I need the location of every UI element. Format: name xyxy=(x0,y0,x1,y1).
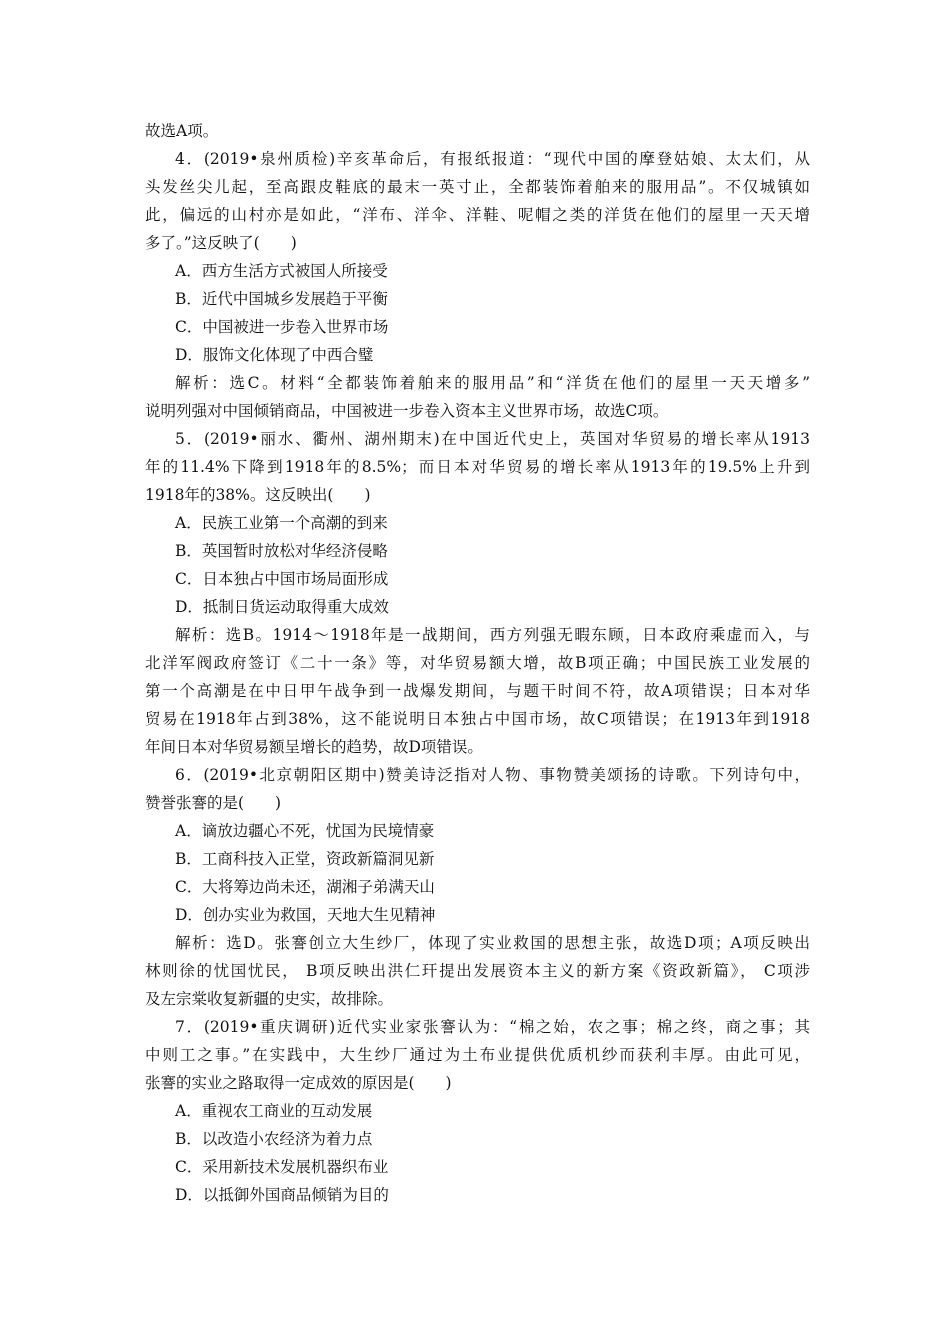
question-5-option-b: B．英国暂时放松对华经济侵略 xyxy=(175,542,388,560)
question-5-stem: 年的11.4%下降到1918年的8.5%；而日本对华贸易的增长率从1913年的19.5%上升到 xyxy=(145,458,810,476)
question-5-analysis: 解析：选B。1914～1918年是一战期间，西方列强无暇东顾，日本政府乘虚而入，与 xyxy=(175,626,810,644)
question-4-option-d: D．服饰文化体现了中西合璧 xyxy=(175,346,374,364)
question-5-option-a: A．民族工业第一个高潮的到来 xyxy=(175,514,388,532)
question-5-option-c: C．日本独占中国市场局面形成 xyxy=(175,570,389,588)
question-4-analysis: 说明列强对中国倾销商品，中国被进一步卷入资本主义世界市场，故选C项。 xyxy=(145,402,669,420)
question-5-stem: 5．(2019•丽水、衢州、湖州期末)在中国近代史上，英国对华贸易的增长率从1913 xyxy=(175,430,810,448)
question-6-option-c: C．大将筹边尚未还，湖湘子弟满天山 xyxy=(175,878,435,896)
question-7-stem: 张謇的实业之路取得一定成效的原因是( ) xyxy=(145,1074,452,1092)
question-7-option-c: C．采用新技术发展机器织布业 xyxy=(175,1158,389,1176)
question-7-option-b: B．以改造小农经济为着力点 xyxy=(175,1130,373,1148)
question-4-stem: 头发丝尖儿起，至高跟皮鞋底的最末一英寸止，全都装饰着舶来的服用品”。不仅城镇如 xyxy=(145,178,810,196)
question-6-stem: 赞誉张謇的是( ) xyxy=(145,794,282,812)
question-5-analysis: 北洋军阀政府签订《二十一条》等，对华贸易额大增，故B项正确；中国民族工业发展的 xyxy=(145,654,810,672)
question-6-analysis: 解析：选D。张謇创立大生纱厂，体现了实业救国的思想主张，故选D项；A项反映出 xyxy=(175,934,810,952)
question-5-analysis: 贸易在1918年占到38%，这不能说明日本独占中国市场，故C项错误；在1913年到1918 xyxy=(145,710,810,728)
question-7-stem: 7．(2019•重庆调研)近代实业家张謇认为：“棉之始，农之事；棉之终，商之事；其 xyxy=(175,1018,810,1036)
question-4-option-c: C．中国被进一步卷入世界市场 xyxy=(175,318,389,336)
question-4-stem: 多了。”这反映了( ) xyxy=(145,234,297,252)
question-4-stem: 4．(2019•泉州质检)辛亥革命后，有报纸报道：“现代中国的摩登姑娘、太太们，从 xyxy=(175,150,810,168)
question-6-stem: 6．(2019•北京朝阳区期中)赞美诗泛指对人物、事物赞美颂扬的诗歌。下列诗句中， xyxy=(175,766,810,784)
question-5-option-d: D．抵制日货运动取得重大成效 xyxy=(175,598,389,616)
question-5-analysis: 年间日本对华贸易额呈增长的趋势，故D项错误。 xyxy=(145,738,483,756)
question-7-option-a: A．重视农工商业的互动发展 xyxy=(175,1102,373,1120)
question-7-stem: 中则工之事。”在实践中，大生纱厂通过为土布业提供优质机纱而获利丰厚。由此可见， xyxy=(145,1046,810,1064)
question-4-analysis: 解析：选C。材料“全都装饰着舶来的服用品”和“洋货在他们的屋里一天天增多” xyxy=(175,374,810,392)
question-4-option-b: B．近代中国城乡发展趋于平衡 xyxy=(175,290,388,308)
question-4-stem: 此，偏远的山村亦是如此，“洋布、洋伞、洋鞋、呢帽之类的洋货在他们的屋里一天天增 xyxy=(145,206,810,224)
question-6-option-d: D．创办实业为救国，天地大生见精神 xyxy=(175,906,436,924)
question-6-analysis: 及左宗棠收复新疆的史实，故排除。 xyxy=(145,990,394,1008)
question-6-analysis: 林则徐的忧国忧民， B项反映出洪仁玕提出发展资本主义的新方案《资政新篇》， C项涉 xyxy=(145,962,810,980)
question-6-option-a: A．谪放边疆心不死，忧国为民境情豪 xyxy=(175,822,435,840)
question-4-option-a: A．西方生活方式被国人所接受 xyxy=(175,262,388,280)
question-5-analysis: 第一个高潮是在中日甲午战争到一战爆发期间，与题干时间不符，故A项错误；日本对华 xyxy=(145,682,810,700)
question-7-option-d: D．以抵御外国商品倾销为目的 xyxy=(175,1186,389,1204)
question-6-option-b: B．工商科技入正堂，资政新篇洞见新 xyxy=(175,850,435,868)
text-line: 故选A项。 xyxy=(145,122,219,140)
document-page xyxy=(145,117,810,1209)
question-5-stem: 1918年的38%。这反映出( ) xyxy=(145,486,371,504)
